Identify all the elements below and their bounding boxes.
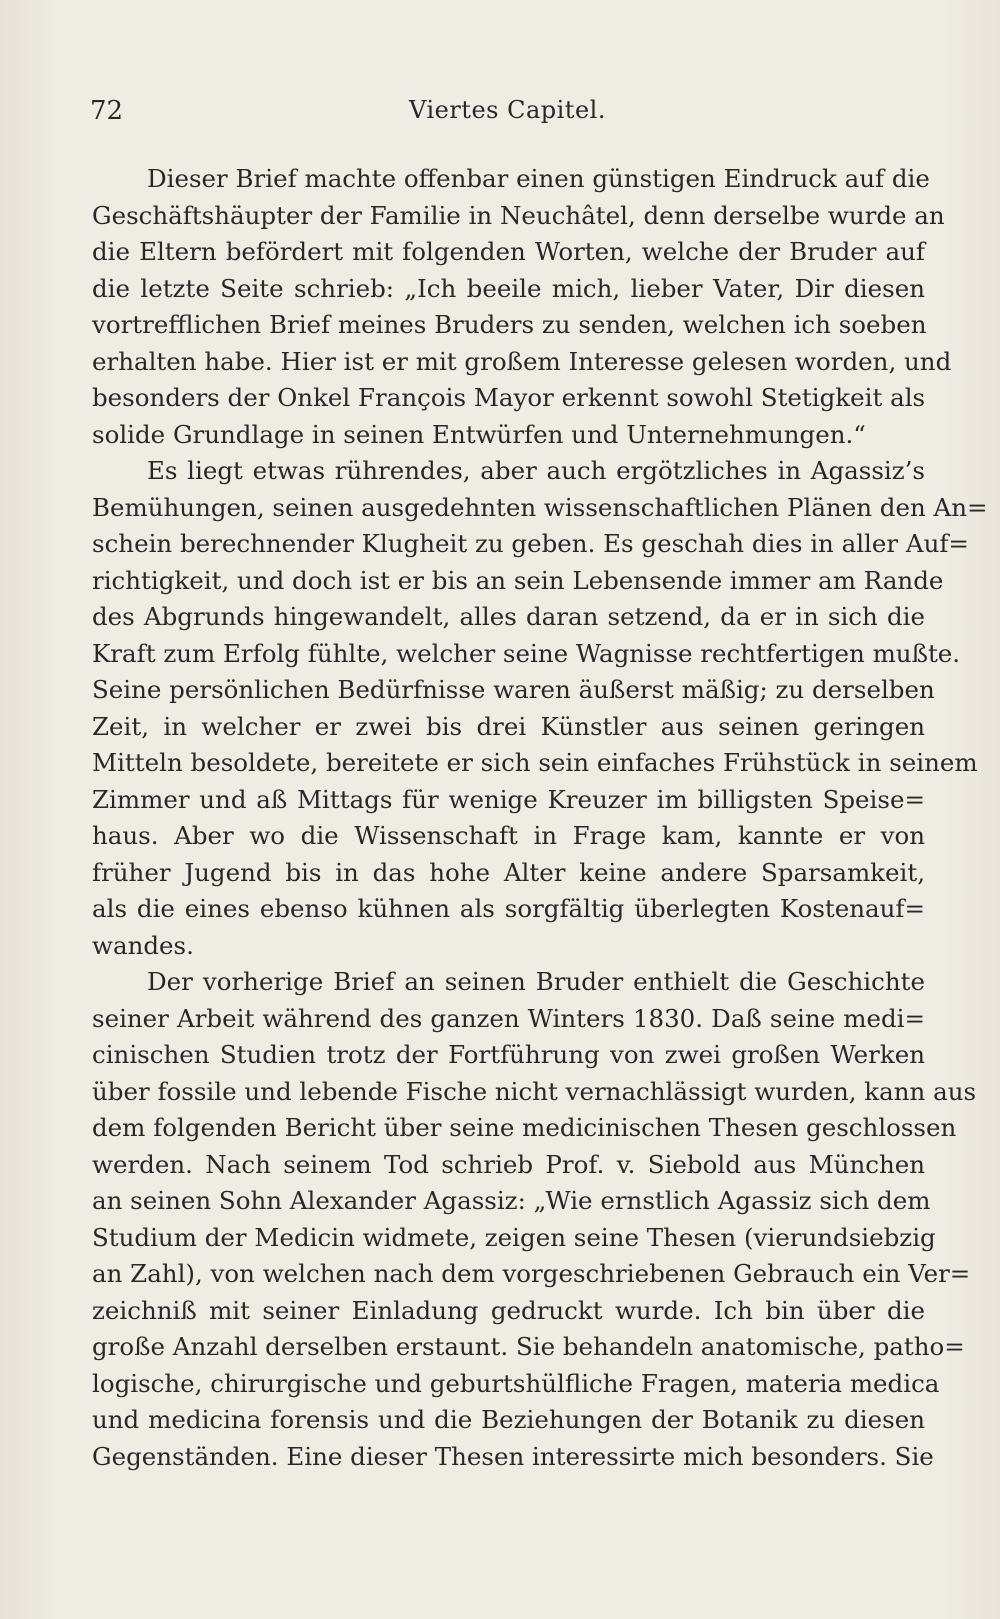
text-line: Geschäftshäupter der Familie in Neuchâtel, denn derselbe wurde an <box>92 200 945 230</box>
text-line: Der vorherige Brief an seinen Bruder enthielt die Geschichte <box>147 967 925 996</box>
text-line: Mitteln besoldete, bereitete er sich sein einfaches Frühstück in seinem <box>92 748 978 777</box>
text-line: dem folgenden Bericht über seine medicinischen Thesen geschlossen <box>92 1113 957 1142</box>
text-line: an seinen Sohn Alexander Agassiz: „Wie ernstlich Agassiz sich dem <box>92 1186 931 1215</box>
text-line: schein berechnender Klugheit zu geben. Es geschah dies in aller Auf= <box>92 529 969 558</box>
text-line: zeichniß mit seiner Einladung gedruckt wurde. Ich bin über die <box>92 1295 925 1325</box>
text-line: solide Grundlage in seinen Entwürfen und Unternehmungen.“ <box>92 419 866 449</box>
text-line: Bemühungen, seinen ausgedehnten wissenschaftlichen Plänen den An= <box>92 492 988 522</box>
text-line: wandes. <box>92 930 194 960</box>
chapter-title: Viertes Capitel. <box>409 96 606 124</box>
text-line: Kraft zum Erfolg fühlte, welcher seine Wagnisse rechtfertigen mußte. <box>92 638 961 668</box>
body-text <box>92 161 988 1475</box>
paragraph <box>92 453 988 964</box>
running-head <box>90 96 925 136</box>
text-line: vortrefflichen Brief meines Bruders zu senden, welchen ich soeben <box>92 310 927 339</box>
text-line: an Zahl), von welchen nach dem vorgeschriebenen Gebrauch ein Ver= <box>92 1259 971 1288</box>
text-line: seiner Arbeit während des ganzen Winters 1830. Daß seine medi= <box>92 1003 925 1033</box>
text-line: Seine persönlichen Bedürfnisse waren äußerst mäßig; zu derselben <box>92 675 935 704</box>
text-line: besonders der Onkel François Mayor erkennt sowohl Stetigkeit als <box>92 383 926 412</box>
text-line: des Abgrunds hingewandelt, alles daran setzend, da er in sich die <box>92 602 925 631</box>
text-line: erhalten habe. Hier ist er mit großem Interesse gelesen worden, und <box>92 346 952 376</box>
text-line: große Anzahl derselben erstaunt. Sie behandeln anatomische, patho= <box>92 1332 965 1361</box>
text-line: Gegenständen. Eine dieser Thesen interessirte mich besonders. Sie <box>92 1441 934 1471</box>
paragraph <box>92 161 952 453</box>
text-line: die letzte Seite schrieb: „Ich beeile mich, lieber Vater, Dir diesen <box>92 273 925 303</box>
text-line: Studium der Medicin widmete, zeigen seine Thesen (vierundsiebzig <box>92 1222 936 1252</box>
text-line: Zeit, in welcher er zwei bis drei Künstler aus seinen geringen <box>92 711 925 741</box>
page-number: 72 <box>90 96 124 126</box>
text-line: cinischen Studien trotz der Fortführung von zwei großen Werken <box>92 1040 925 1069</box>
text-line: die Eltern befördert mit folgenden Worten, welche der Bruder auf <box>92 237 925 266</box>
text-line: werden. Nach seinem Tod schrieb Prof. v. Siebold aus München <box>92 1149 925 1179</box>
text-line: und medicina forensis und die Beziehungen der Botanik zu diesen <box>92 1405 925 1434</box>
text-line: Zimmer und aß Mittags für wenige Kreuzer im billigsten Speise= <box>92 784 925 814</box>
text-line: über fossile und lebende Fische nicht vernachlässigt wurden, kann aus <box>92 1076 977 1106</box>
text-line: als die eines ebenso kühnen als sorgfältig überlegten Kostenauf= <box>92 894 925 923</box>
text-line: logische, chirurgische und geburtshülfliche Fragen, materia medica <box>92 1368 940 1398</box>
text-line: früher Jugend bis in das hohe Alter keine andere Sparsamkeit, <box>92 857 925 887</box>
text-line: Dieser Brief machte offenbar einen günstigen Eindruck auf die <box>147 164 930 193</box>
text-line: haus. Aber wo die Wissenschaft in Frage kam, kannte er von <box>92 821 925 850</box>
text-line: Es liegt etwas rührendes, aber auch ergötzliches in Agassiz’s <box>147 456 925 485</box>
text-line: richtigkeit, und doch ist er bis an sein Lebensende immer am Rande <box>92 565 944 595</box>
paragraph <box>92 964 977 1475</box>
